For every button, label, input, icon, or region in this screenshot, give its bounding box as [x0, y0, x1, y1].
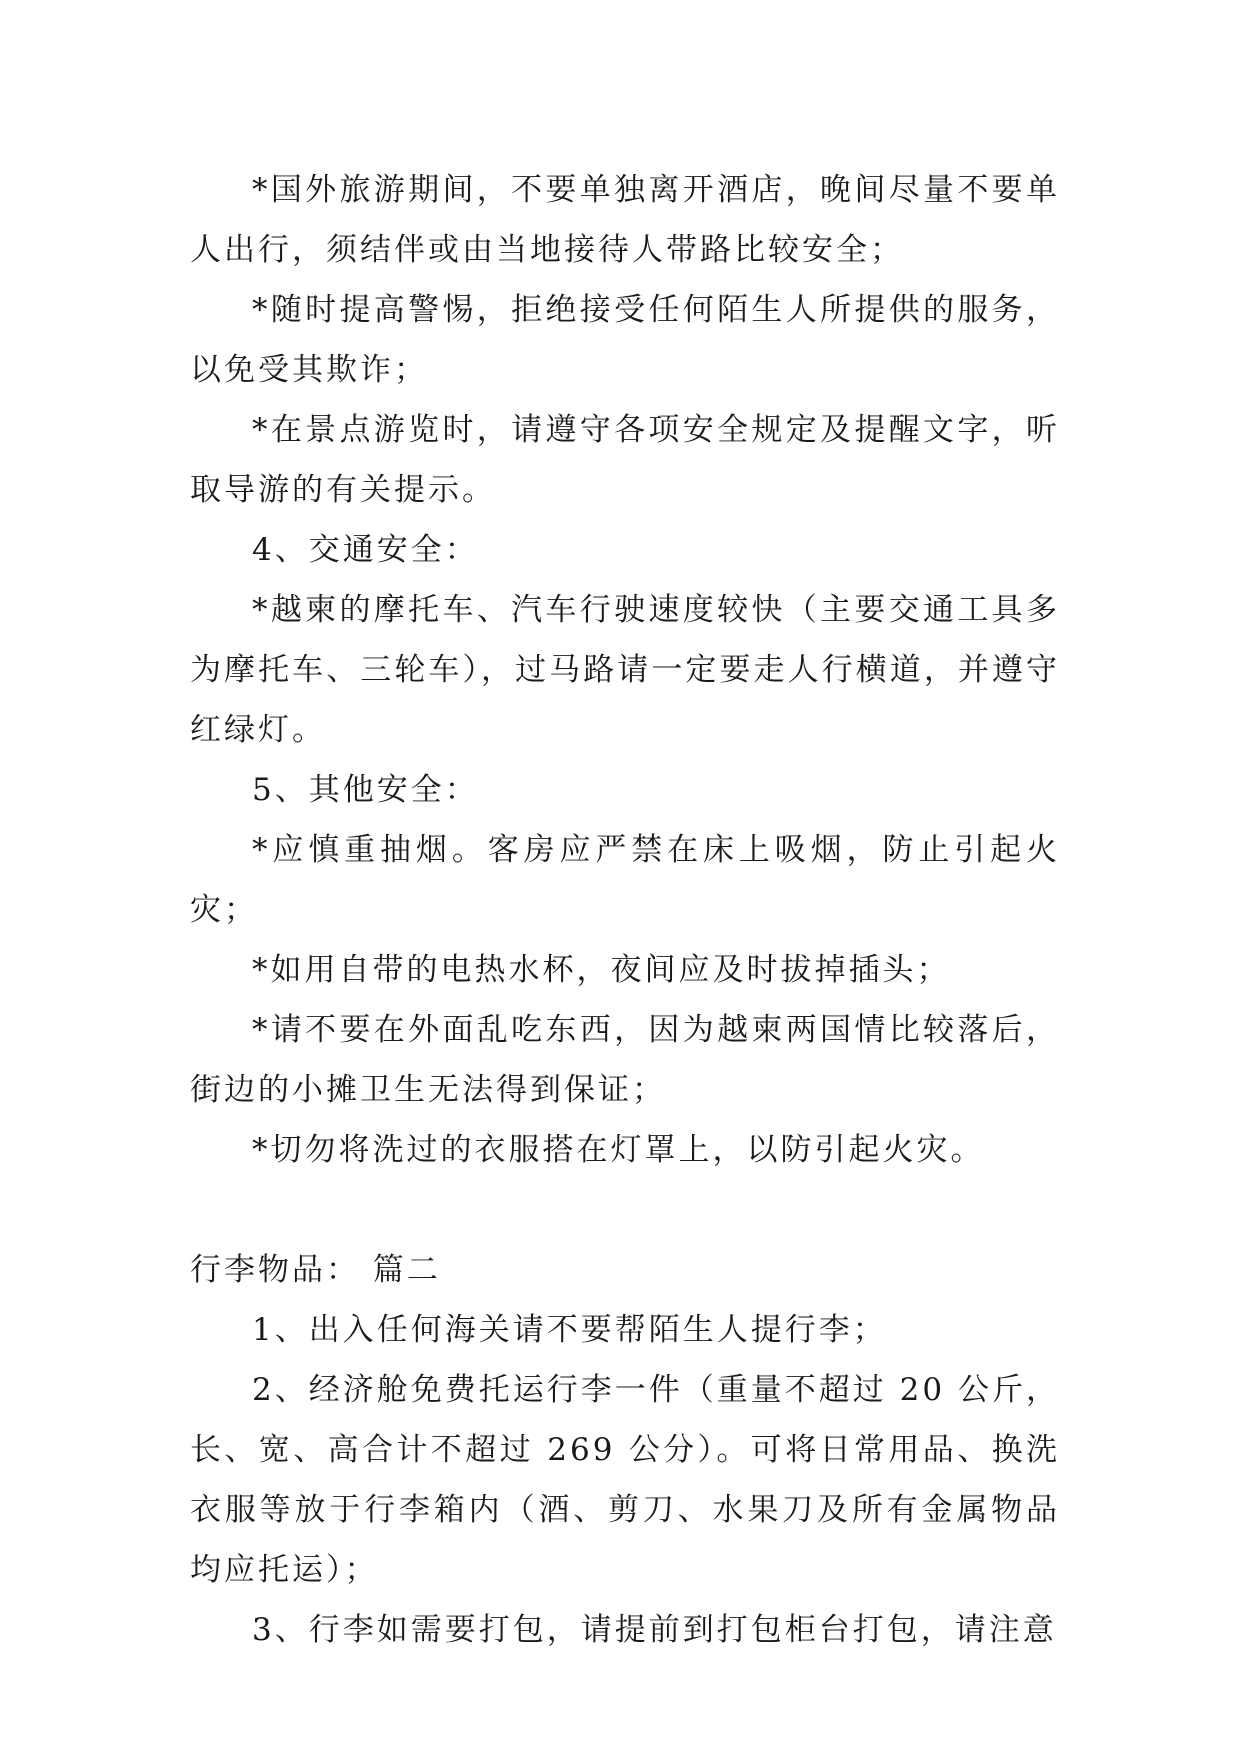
paragraph: *越柬的摩托车、汽车行驶速度较快（主要交通工具多为摩托车、三轮车），过马路请一定要走人行横道，并遵守红绿灯。 [190, 592, 1060, 748]
subheading-other-safety: 5、其他安全： [252, 772, 479, 808]
paragraph: *国外旅游期间，不要单独离开酒店，晚间尽量不要单人出行，须结伴或由当地接待人带路比较安全； [190, 172, 1060, 268]
paragraph: *切勿将洗过的衣服搭在灯罩上，以防引起火灾。 [252, 1132, 985, 1168]
paragraph: 2、经济舱免费托运行李一件（重量不超过 20 公斤，长、宽、高合计不超过 269 公分）。可将日常用品、换洗衣服等放于行李箱内（酒、剪刀、水果刀及所有金属物品均应托运）； [190, 1372, 1060, 1588]
paragraph: *随时提高警惕，拒绝接受任何陌生人所提供的服务，以免受其欺诈； [190, 292, 1060, 388]
paragraph: *如用自带的电热水杯，夜间应及时拔掉插头； [252, 952, 951, 988]
paragraph: 3、行李如需要打包，请提前到打包柜台打包，请注意 [252, 1612, 1057, 1648]
subheading-traffic-safety: 4、交通安全： [252, 532, 479, 568]
document-body [190, 160, 1060, 1660]
section-spacer [190, 1180, 1060, 1240]
paragraph: 1、出入任何海关请不要帮陌生人提行李； [252, 1312, 887, 1348]
paragraph: *请不要在外面乱吃东西，因为越柬两国情比较落后，街边的小摊卫生无法得到保证； [190, 1012, 1060, 1108]
paragraph: *应慎重抽烟。客房应严禁在床上吸烟，防止引起火灾； [190, 832, 1060, 928]
section-heading: 行李物品： 篇二 [190, 1252, 441, 1288]
paragraph: *在景点游览时，请遵守各项安全规定及提醒文字，听取导游的有关提示。 [190, 412, 1060, 508]
